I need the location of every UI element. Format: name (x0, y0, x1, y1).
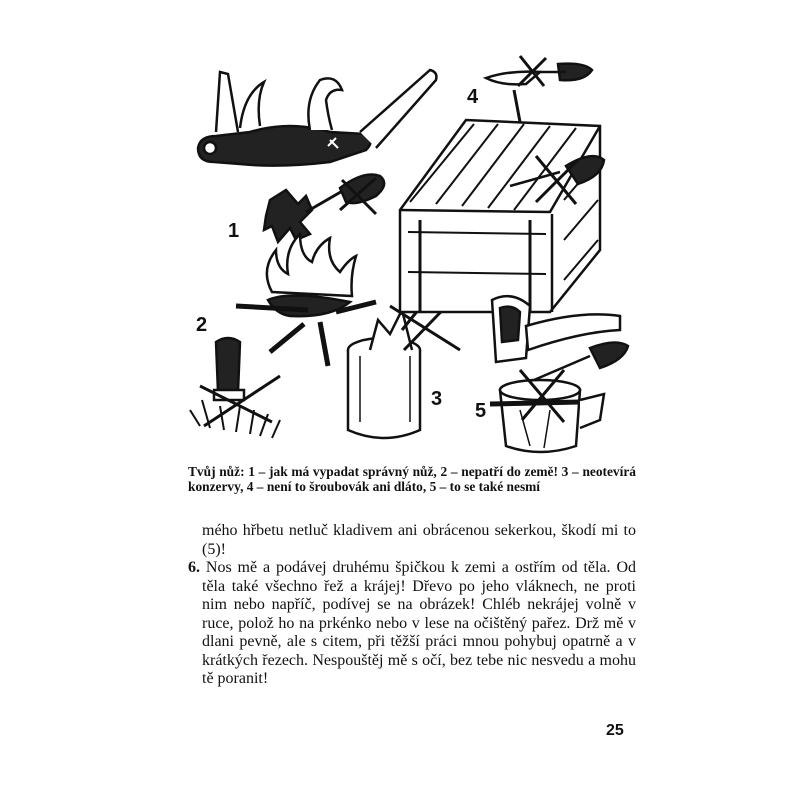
figure-caption: Tvůj nůž: 1 – jak má vypadat správný nůž, 2 – nepatří do země! 3 – neotevírá konzervy, 4 – není to šroubovák ani dláto, 5 – to se také nesmí (188, 464, 636, 494)
fire-knife-drawing (236, 175, 384, 367)
paragraph-continued: mého hřbetu netluč kladivem ani obrácenou sekerkou, škodí mi to (5)! (202, 522, 636, 558)
illustration-svg (180, 50, 640, 460)
grass-knife-drawing (190, 338, 280, 438)
pocket-knife-drawing (198, 70, 436, 166)
figure-label-1: 1 (228, 220, 240, 242)
figure-label-2: 2 (196, 314, 208, 336)
figure-label-3: 3 (431, 388, 443, 410)
crate-drawing (400, 56, 604, 312)
axe-stump-drawing (490, 296, 628, 452)
page-number: 25 (606, 722, 624, 739)
body-text (188, 522, 636, 689)
knife-illustration (180, 50, 640, 460)
figure-label-4: 4 (467, 86, 479, 108)
paragraph-6 (188, 559, 636, 689)
figure-label-5: 5 (475, 400, 487, 422)
paragraph-6-text: Nos mě a podávej druhému špičkou k zemi a ostřím od těla. Od těla také všechno řež a krájej! Dřevo po jeho vláknech, ne proti nim nebo napříč, podívej se na obrázek! Chléb nekrájej volně v ruce, polož ho na prkénko nebo v lese na očištěný pařez. Drž mě v dlani pevně, ale s citem, při těžší práci mnou pohybuj opatrně a v krátkých řezech. Nespouštěj mě s očí, bez tebe nic nesvedu a mohu tě poranit! (202, 559, 636, 687)
paragraph-6-number: 6. (188, 559, 200, 576)
